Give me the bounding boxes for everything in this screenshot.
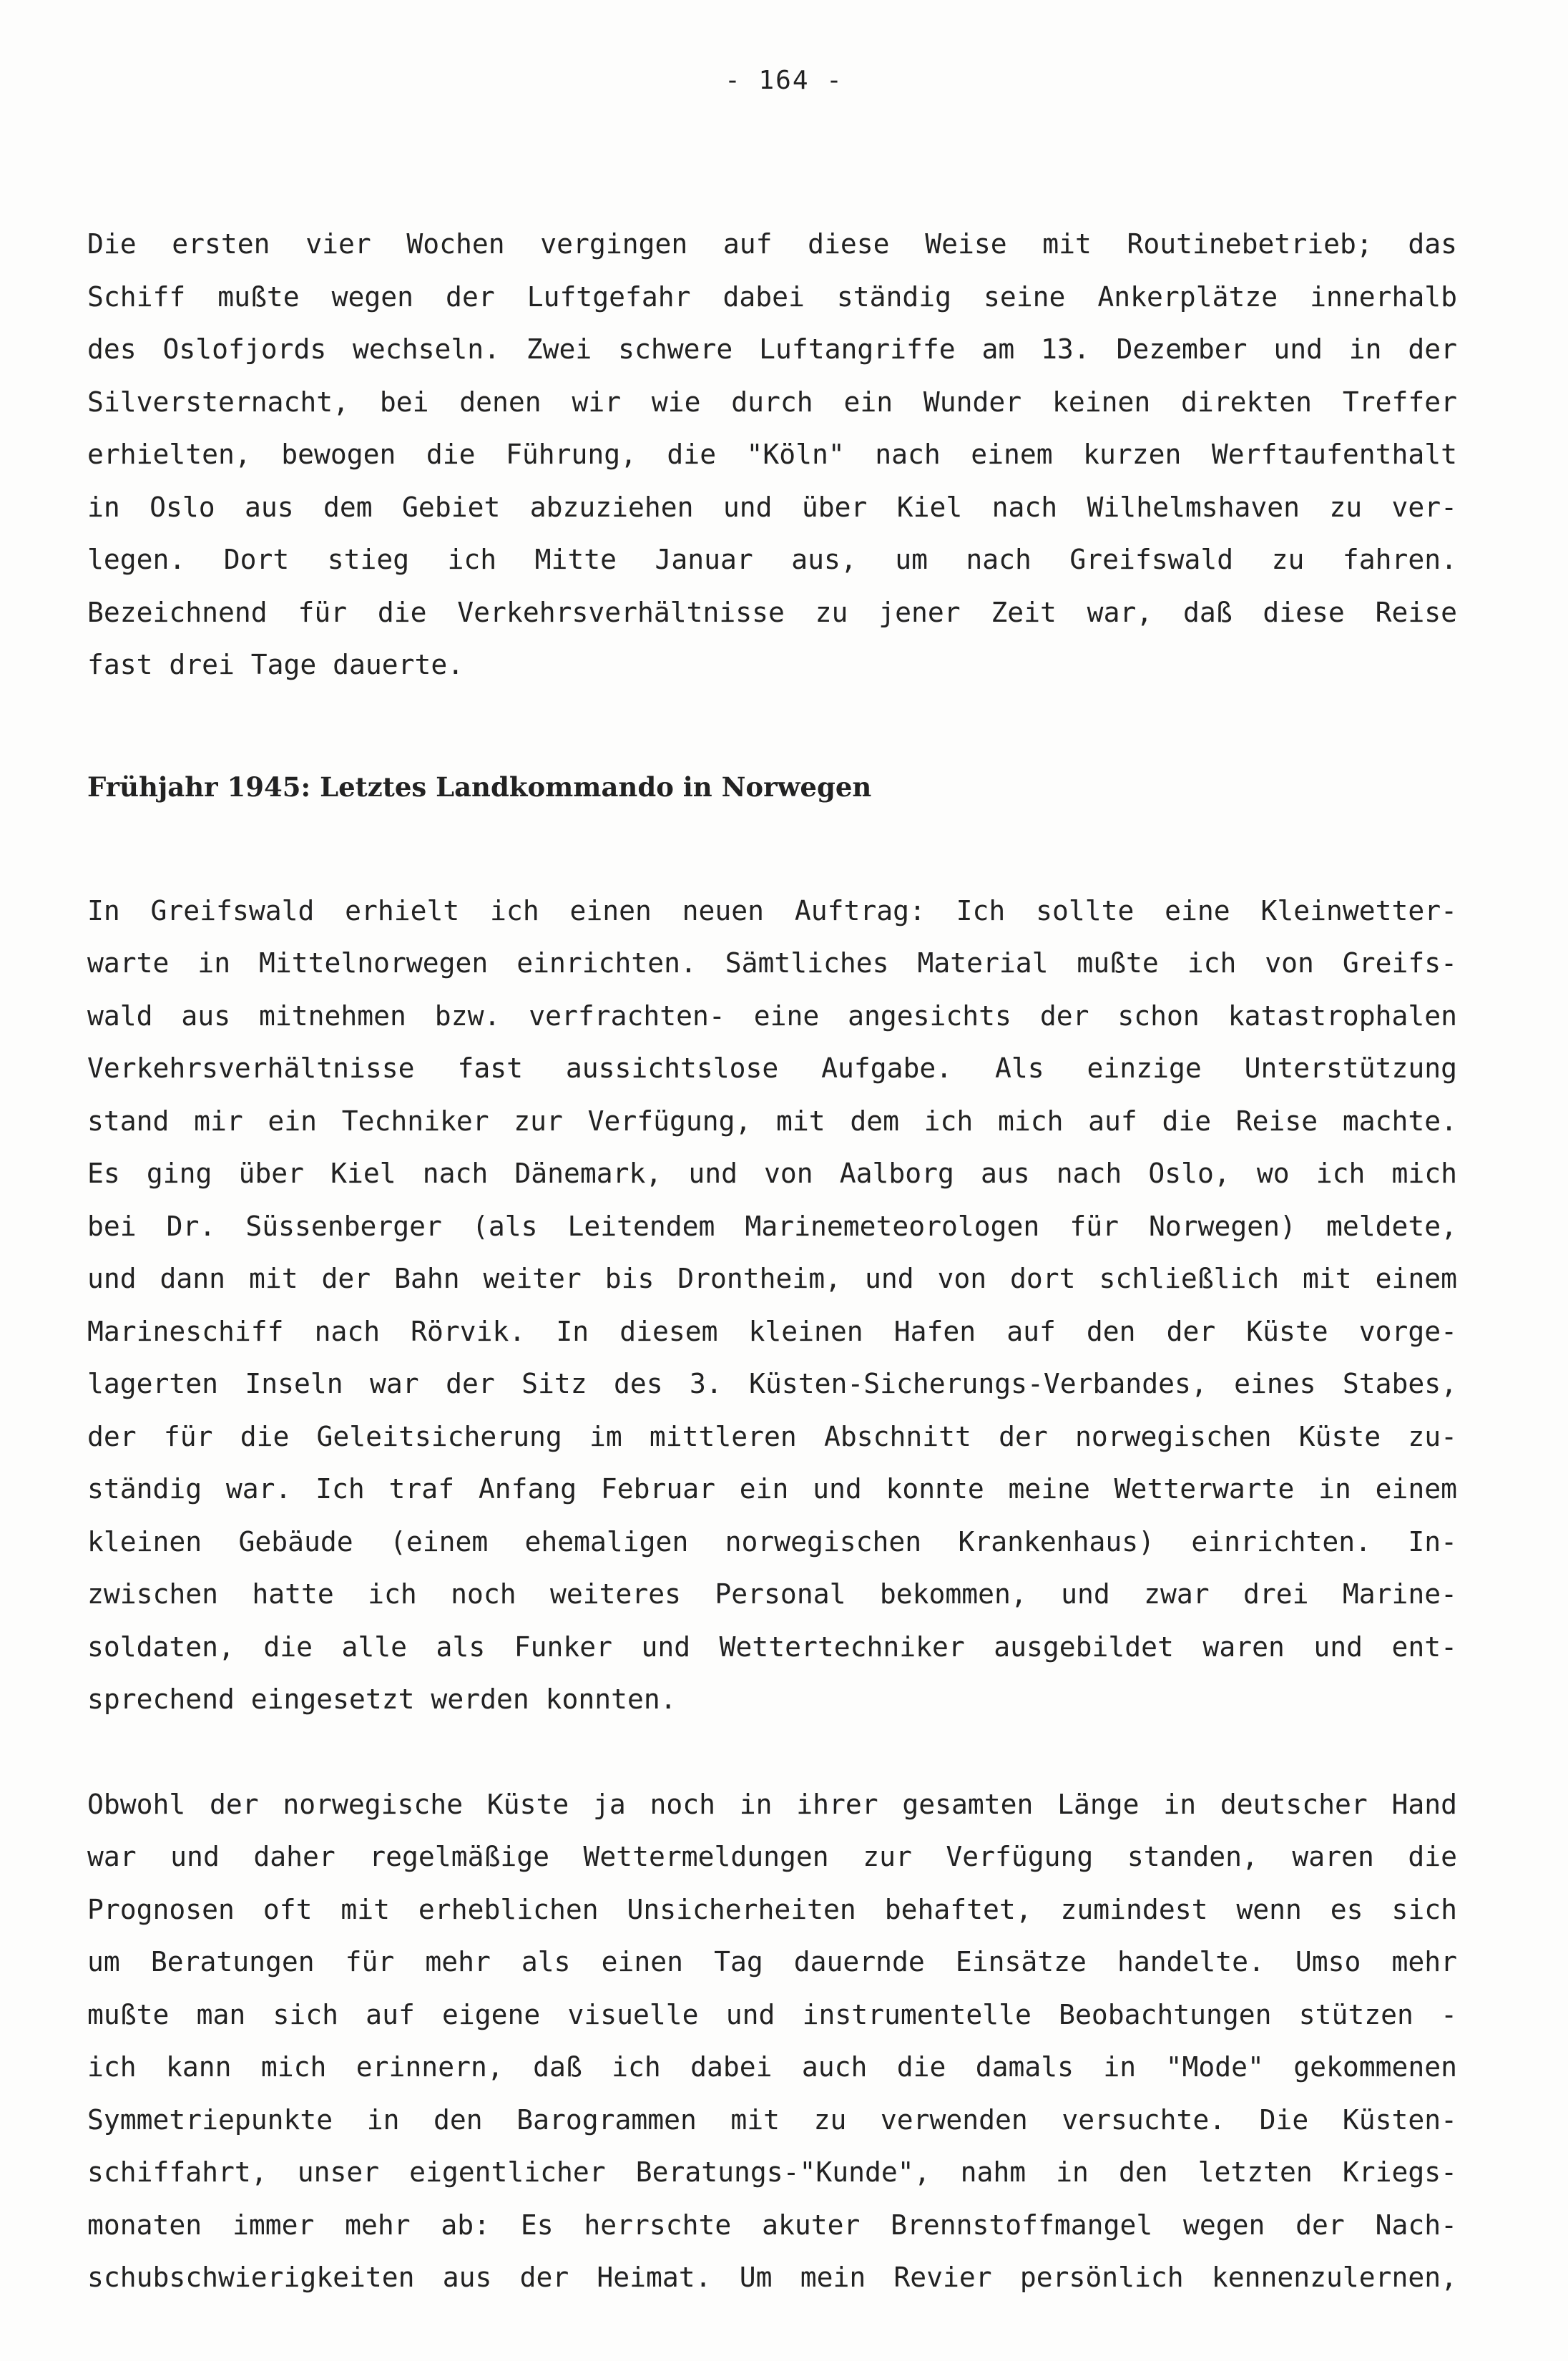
paragraph-1 — [87, 218, 1457, 692]
text-line: Marineschiff nach Rörvik. In diesem kleinen Hafen auf den der Küste vorge- — [87, 1315, 1457, 1347]
text-line: Obwohl der norwegische Küste ja noch in ihrer gesamten Länge in deutscher Hand — [87, 1788, 1457, 1820]
text-line: in Oslo aus dem Gebiet abzuziehen und über Kiel nach Wilhelmshaven zu ver- — [87, 491, 1457, 523]
text-line: Es ging über Kiel nach Dänemark, und von Aalborg aus nach Oslo, wo ich mich — [87, 1158, 1457, 1189]
text-line: zwischen hatte ich noch weiteres Personal bekommen, und zwar drei Marine- — [87, 1578, 1457, 1610]
paragraph-3 — [87, 1779, 1457, 2304]
text-line: legen. Dort stieg ich Mitte Januar aus, um nach Greifswald zu fahren. — [87, 544, 1457, 575]
text-line: soldaten, die alle als Funker und Wettertechniker ausgebildet waren und ent- — [87, 1631, 1457, 1663]
text-line: Verkehrsverhältnisse fast aussichtslose Aufgabe. Als einzige Unterstützung — [87, 1052, 1457, 1084]
text-line: bei Dr. Süssenberger (als Leitendem Marinemeteorologen für Norwegen) meldete, — [87, 1210, 1457, 1242]
text-line: schiffahrt, unser eigentlicher Beratungs-"Kunde", nahm in den letzten Kriegs- — [87, 2156, 1457, 2188]
text-line: sprechend eingesetzt werden konnten. — [87, 1683, 677, 1715]
text-line: wald aus mitnehmen bzw. verfrachten- eine angesichts der schon katastrophalen — [87, 999, 1457, 1032]
paragraph-2 — [87, 885, 1457, 1726]
text-line: lagerten Inseln war der Sitz des 3. Küsten-Sicherungs-Verbandes, eines Stabes, — [87, 1368, 1457, 1399]
page-number: - 164 - — [725, 66, 843, 95]
text-line: mußte man sich auf eigene visuelle und instrumentelle Beobachtungen stützen - — [87, 1998, 1457, 2030]
text-line: und dann mit der Bahn weiter bis Drontheim, und von dort schließlich mit einem — [87, 1263, 1457, 1294]
text-line: schubschwierigkeiten aus der Heimat. Um mein Revier persönlich kennenzulernen, — [87, 2262, 1457, 2293]
text-line: Symmetriepunkte in den Barogrammen mit zu verwenden versuchte. Die Küsten- — [87, 2103, 1457, 2136]
text-line: ich kann mich erinnern, daß ich dabei auch die damals in "Mode" gekommenen — [87, 2051, 1457, 2083]
text-line: war und daher regelmäßige Wettermeldungen zur Verfügung standen, waren die — [87, 1841, 1457, 1872]
text-line: kleinen Gebäude (einem ehemaligen norwegischen Krankenhaus) einrichten. In- — [87, 1525, 1457, 1558]
text-line: fast drei Tage dauerte. — [87, 649, 464, 680]
text-line: stand mir ein Techniker zur Verfügung, mit dem ich mich auf die Reise machte. — [87, 1105, 1457, 1137]
text-line: um Beratungen für mehr als einen Tag dauernde Einsätze handelte. Umso mehr — [87, 1946, 1457, 1978]
text-line: Die ersten vier Wochen vergingen auf diese Weise mit Routinebetrieb; das — [87, 228, 1457, 260]
text-line: monaten immer mehr ab: Es herrschte akuter Brennstoffmangel wegen der Nach- — [87, 2209, 1457, 2241]
text-line: Bezeichnend für die Verkehrsverhältnisse zu jener Zeit war, daß diese Reise — [87, 596, 1457, 628]
text-line: Silversternacht, bei denen wir wie durch ein Wunder keinen direkten Treffer — [87, 386, 1457, 418]
page-body — [87, 218, 1457, 2304]
text-line: erhielten, bewogen die Führung, die "Köln" nach einem kurzen Werftaufenthalt — [87, 439, 1457, 470]
text-line: des Oslofjords wechseln. Zwei schwere Luftangriffe am 13. Dezember und in der — [87, 333, 1457, 365]
text-line: ständig war. Ich traf Anfang Februar ein und konnte meine Wetterwarte in einem — [87, 1473, 1457, 1505]
section-heading: Frühjahr 1945: Letztes Landkommando in Norwegen — [87, 771, 872, 803]
text-line: warte in Mittelnorwegen einrichten. Sämtliches Material mußte ich von Greifs- — [87, 947, 1457, 979]
text-line: In Greifswald erhielt ich einen neuen Auftrag: Ich sollte eine Kleinwetter- — [87, 894, 1457, 927]
text-line: Prognosen oft mit erheblichen Unsicherheiten behaftet, zumindest wenn es sich — [87, 1893, 1457, 1925]
text-line: Schiff mußte wegen der Luftgefahr dabei ständig seine Ankerplätze innerhalb — [87, 280, 1457, 313]
text-line: der für die Geleitsicherung im mittleren Abschnitt der norwegischen Küste zu- — [87, 1420, 1457, 1452]
